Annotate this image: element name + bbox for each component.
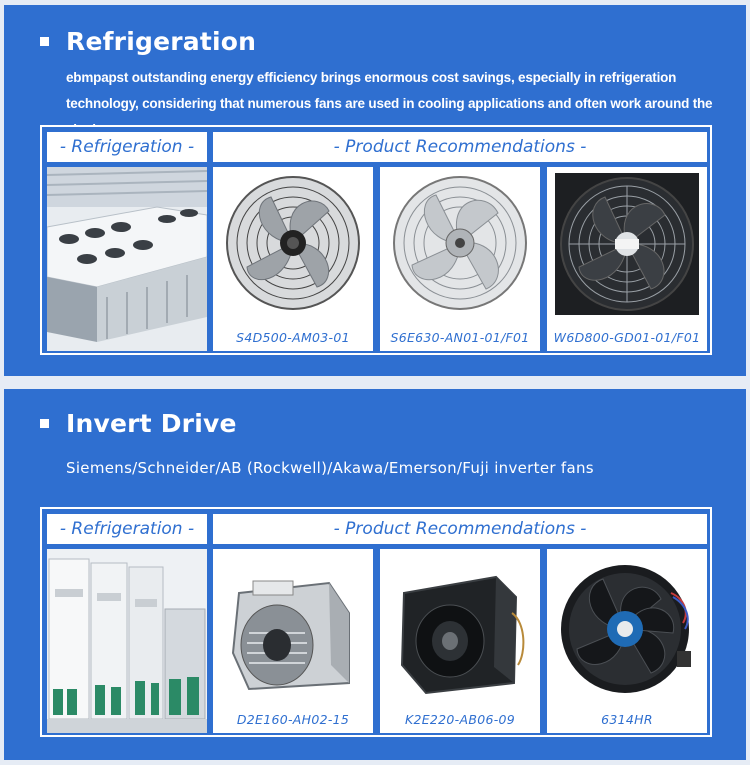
bullet-icon <box>40 419 49 428</box>
section-title: Invert Drive <box>66 409 237 438</box>
recommendations-label: - Product Recommendations - <box>213 132 707 162</box>
axial-fan-guard-icon <box>386 171 534 321</box>
recommendations-label: - Product Recommendations - <box>213 514 707 544</box>
product-card[interactable] <box>547 167 707 351</box>
section-title: Refrigeration <box>66 27 257 56</box>
product-card[interactable] <box>547 549 707 733</box>
product-card[interactable] <box>213 549 373 733</box>
black-blower-icon <box>386 553 534 703</box>
product-panel <box>40 507 712 737</box>
centrifugal-blower-icon <box>219 553 367 703</box>
product-card[interactable] <box>213 167 373 351</box>
product-code[interactable]: W6D800-GD01-01/F01 <box>553 330 701 345</box>
application-label: - Refrigeration - <box>47 514 207 544</box>
product-code[interactable]: K2E220-AB06-09 <box>404 712 516 727</box>
application-label: - Refrigeration - <box>47 132 207 162</box>
section-heading <box>40 409 237 438</box>
invert-drive-section <box>4 389 746 760</box>
refrigeration-photo <box>47 167 207 351</box>
section-description: Siemens/Schneider/AB (Rockwell)/Akawa/Emerson/Fuji inverter fans <box>66 459 594 477</box>
square-axial-fan-icon <box>553 171 701 321</box>
product-code[interactable]: D2E160-AH02-15 <box>236 712 350 727</box>
section-heading <box>40 27 256 56</box>
inverter-cabinet-photo <box>47 549 207 733</box>
product-code[interactable]: S4D500-AM03-01 <box>236 330 350 345</box>
compact-fan-icon <box>553 553 701 703</box>
bullet-icon <box>40 37 49 46</box>
product-code[interactable]: S6E630-AN01-01/F01 <box>390 330 530 345</box>
product-card[interactable] <box>380 167 540 351</box>
refrigeration-section <box>4 5 746 376</box>
product-code[interactable]: 6314HR <box>601 712 653 727</box>
axial-fan-guard-icon <box>219 171 367 321</box>
product-panel <box>40 125 712 355</box>
section-description: ebmpapst outstanding energy efficiency brings enormous cost savings, especially in refrigeration technology, considering that numerous fans are used in cooling applications and often work around the <box>66 70 713 111</box>
product-card[interactable] <box>380 549 540 733</box>
